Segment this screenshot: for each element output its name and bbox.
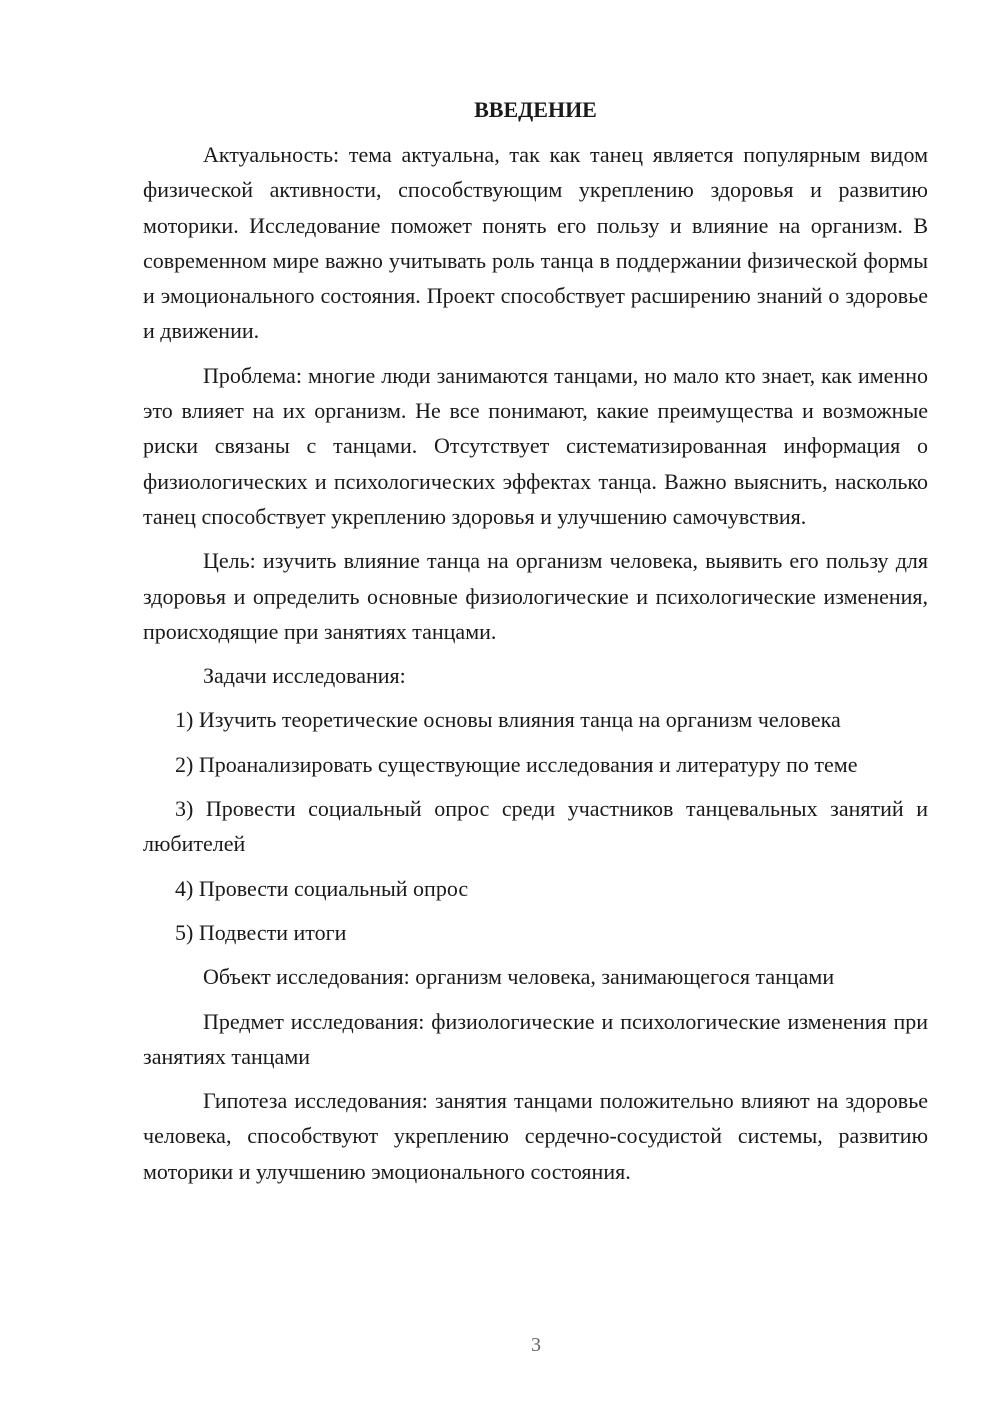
- object-paragraph: Объект исследования: организм человека, занимающегося танцами: [203, 964, 835, 990]
- hypothesis-paragraph: Гипотеза исследования: занятия танцами положительно влияют на здоровье человека, способствуют укреплению сердечно-сосудистой системы, развитию моторики и улучшению эмоционального состояния.: [143, 1088, 928, 1184]
- task-item-5: 5) Подвести итоги: [175, 919, 347, 945]
- task-item-4: 4) Провести социальный опрос: [175, 875, 469, 901]
- task-item-3: 3) Провести социальный опрос среди участников танцевальных занятий и любителей: [143, 796, 928, 857]
- page-content: [143, 94, 928, 1198]
- tasks-title: Задачи исследования:: [203, 663, 406, 689]
- relevance-paragraph: Актуальность: тема актуальна, так как танец является популярным видом физической активности, способствующим укреплению здоровья и развитию моторики. Исследование поможет понять его пользу и влияние на организм. В современном мире важно учитывать роль танца в поддержании физической формы и эмоционального состояния. Проект способствует расширению знаний о здоровье и движении.: [143, 142, 928, 344]
- problem-paragraph: Проблема: многие люди занимаются танцами, но мало кто знает, как именно это влияет на их организм. Не все понимают, какие преимущества и возможные риски связаны с танцами. Отсутствует систематизированная информация о физиологических и психологических эффектах танца. Важно выяснить, насколько танец способствует укреплению здоровья и улучшению самочувствия.: [143, 362, 928, 529]
- goal-paragraph: Цель: изучить влияние танца на организм человека, выявить его пользу для здоровья и определить основные физиологические и психологические изменения, происходящие при занятиях танцами.: [143, 548, 928, 644]
- page-heading: ВВЕДЕНИЕ: [474, 97, 597, 122]
- page-number: 3: [531, 1334, 541, 1356]
- task-item-1: 1) Изучить теоретические основы влияния танца на организм человека: [175, 707, 841, 733]
- task-item-2: 2) Проанализировать существующие исследования и литературу по теме: [175, 751, 858, 777]
- subject-paragraph: Предмет исследования: физиологические и психологические изменения при занятиях танцами: [143, 1008, 928, 1069]
